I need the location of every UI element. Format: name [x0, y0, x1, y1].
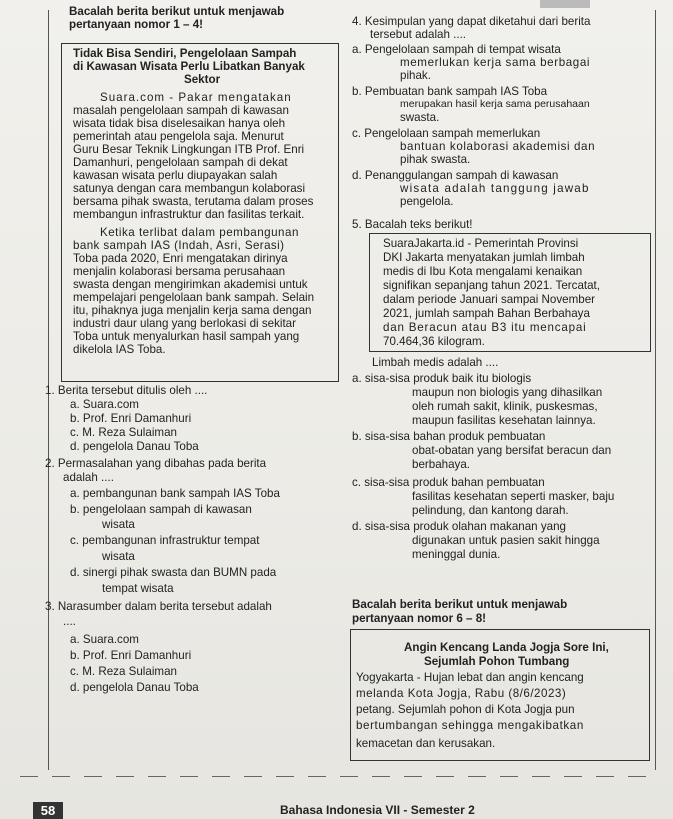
article-1-line-14: Ketika terlibat dalam pembangunan — [100, 226, 299, 239]
cut-line-dash — [404, 776, 422, 777]
article-3-line-3: Yogyakarta - Hujan lebat dan angin kencang — [356, 671, 584, 684]
q3-stem-cont: .... — [63, 615, 76, 628]
left-instruction-line-2: pertanyaan nomor 1 – 4! — [69, 18, 204, 31]
q2-option-b[interactable]: b. pengelolaan sampah di kawasan — [70, 503, 252, 516]
article-3-line-6: bertumbangan sehingga mengakibatkan — [356, 719, 584, 732]
article-2-line-4: signifikan sepanjang tahun 2021. Tercatat, — [383, 279, 601, 292]
q5-stem: Limbah medis adalah .... — [372, 356, 499, 369]
article-1-title-3: Sektor — [184, 73, 221, 86]
cut-line-dash — [596, 776, 614, 777]
article-2-line-3: medis di Ibu Kota mengalami kenaikan — [383, 265, 583, 278]
q5-option-c[interactable]: c. sisa-sisa produk bahan pembuatan — [352, 476, 545, 489]
cut-line-dash — [500, 776, 518, 777]
q2-option-c[interactable]: c. pembangunan infrastruktur tempat — [70, 534, 260, 547]
q5-instruction: 5. Bacalah teks berikut! — [352, 218, 473, 231]
q5-option-d-cont-2: meninggal dunia. — [412, 548, 501, 561]
q3-stem: 3. Narasumber dalam berita tersebut adalah — [45, 600, 272, 613]
q2-stem-cont: adalah .... — [63, 471, 114, 484]
article-3-title-2: Sejumlah Pohon Tumbang — [424, 655, 570, 668]
q5-option-c-cont-1: fasilitas kesehatan seperti masker, baju — [412, 490, 615, 503]
article-1-line-13: membangun infrastruktur dan fasilitas terkait. — [73, 208, 305, 221]
article-1-line-10: kawasan wisata perlu diupayakan salah — [73, 169, 278, 182]
article-2-line-6: 2021, jumlah sampah Bahan Berbahaya — [383, 307, 590, 320]
q3-option-b[interactable]: b. Prof. Enri Damanhuri — [70, 649, 192, 662]
article-1-line-9: Damanhuri, pengelolaan sampah di dekat — [73, 156, 288, 169]
cut-line-dash — [52, 776, 70, 777]
cut-line-dash — [436, 776, 454, 777]
q2-option-d-cont: tempat wisata — [102, 582, 174, 595]
q4-option-c-cont-1: bantuan kolaborasi akademisi dan — [400, 140, 596, 153]
article-2-line-7: dan Beracun atau B3 itu mencapai — [383, 321, 587, 334]
article-1-line-17: menjalin kolaborasi bersama perusahaan — [73, 265, 286, 278]
article-2-line-8: 70.464,36 kilogram. — [383, 335, 485, 348]
article-1-line-19: mempelajari pengelolaan bank sampah. Selain — [73, 291, 315, 304]
q4-stem-cont: tersebut adalah .... — [370, 28, 467, 41]
q5-option-b-cont-2: berbahaya. — [412, 458, 471, 471]
q1-option-b[interactable]: b. Prof. Enri Damanhuri — [70, 412, 192, 425]
q4-option-a-cont-1: memerlukan kerja sama berbagai — [400, 56, 591, 69]
cut-line-dash — [212, 776, 230, 777]
article-3-line-4: melanda Kota Jogja, Rabu (8/6/2023) — [356, 687, 567, 700]
article-1-line-23: dikelola IAS Toba. — [73, 343, 166, 356]
q5-option-a[interactable]: a. sisa-sisa produk baik itu biologis — [352, 372, 532, 385]
cut-line-dash — [276, 776, 294, 777]
q4-option-d-cont-2: pengelola. — [400, 195, 454, 208]
article-1-line-15: bank sampah IAS (Indah, Asri, Serasi) — [73, 239, 285, 252]
q5-option-d[interactable]: d. sisa-sisa produk olahan makanan yang — [352, 520, 566, 533]
cut-line-dash — [372, 776, 390, 777]
cut-line-dash — [532, 776, 550, 777]
cut-line-dash — [116, 776, 134, 777]
cut-line-dash — [84, 776, 102, 777]
cut-line-dash — [468, 776, 486, 777]
article-1-title-1: Tidak Bisa Sendiri, Pengelolaan Sampah — [73, 47, 297, 60]
article-1-line-12: bersama pihak swasta, terutama dalam proses — [73, 195, 314, 208]
article-3-title-1: Angin Kencang Landa Jogja Sore Ini, — [404, 641, 609, 654]
article-3-line-7: kemacetan dan kerusakan. — [356, 737, 496, 750]
right-margin-bar — [655, 10, 656, 770]
q2-option-a[interactable]: a. pembangunan bank sampah IAS Toba — [70, 487, 280, 500]
q5-option-a-cont-1: maupun non biologis yang dihasilkan — [412, 386, 603, 399]
cut-line-dash — [564, 776, 582, 777]
book-title: Bahasa Indonesia VII - Semester 2 — [280, 803, 475, 817]
q3-option-c[interactable]: c. M. Reza Sulaiman — [70, 665, 177, 678]
q4-stem: 4. Kesimpulan yang dapat diketahui dari berita — [352, 15, 591, 28]
q4-option-a-cont-2: pihak. — [400, 69, 431, 82]
article-1-line-18: swasta dengan mengirimkan akademisi untuk — [73, 278, 308, 291]
page-number: 58 — [33, 802, 63, 819]
article-1-line-8: Guru Besar Teknik Lingkungan ITB Prof. Enri — [73, 143, 305, 156]
article-1-line-20: itu, pihaknya juga menjalin kerja sama dengan — [73, 304, 312, 317]
q1-option-d[interactable]: d. pengelola Danau Toba — [70, 440, 199, 453]
q4-option-b-cont-2: swasta. — [400, 111, 440, 124]
article-3-line-5: petang. Sejumlah pohon di Kota Jogja pun — [356, 703, 575, 716]
article-1-title-2: di Kawasan Wisata Perlu Libatkan Banyak — [73, 60, 305, 73]
q4-option-c[interactable]: c. Pengelolaan sampah memerlukan — [352, 127, 541, 140]
q4-option-b[interactable]: b. Pembuatan bank sampah IAS Toba — [352, 85, 548, 98]
q1-option-c[interactable]: c. M. Reza Sulaiman — [70, 426, 177, 439]
q5-option-b-cont-1: obat-obatan yang bersifat beracun dan — [412, 444, 612, 457]
q4-option-d-cont-1: wisata adalah tanggung jawab — [400, 182, 590, 195]
article-1-line-21: industri daur ulang yang berlokasi di sekitar — [73, 317, 296, 330]
cut-line-dash — [148, 776, 166, 777]
q1-stem: 1. Berita tersebut ditulis oleh .... — [45, 384, 208, 397]
q5-option-a-cont-3: maupun fasilitas kesehatan lainnya. — [412, 414, 596, 427]
cut-line-dash — [244, 776, 262, 777]
article-1-line-7: pemerintah atau pengelola saja. Menurut — [73, 130, 284, 143]
q3-option-a[interactable]: a. Suara.com — [70, 633, 139, 646]
cut-line-dash — [308, 776, 326, 777]
q5-option-d-cont-1: digunakan untuk pasien sakit hingga — [412, 534, 600, 547]
article-2-line-5: dalam periode Januari sampai November — [383, 293, 596, 306]
cut-line-dash — [340, 776, 358, 777]
q5-option-c-cont-2: pelindung, dan kantong darah. — [412, 504, 569, 517]
right-instruction-line-2: pertanyaan nomor 6 – 8! — [352, 612, 487, 625]
q2-option-d[interactable]: d. sinergi pihak swasta dan BUMN pada — [70, 566, 277, 579]
article-2-line-1: SuaraJakarta.id - Pemerintah Provinsi — [383, 237, 579, 250]
article-2-line-2: DKI Jakarta menyatakan jumlah limbah — [383, 251, 585, 264]
q3-option-d[interactable]: d. pengelola Danau Toba — [70, 681, 199, 694]
q4-option-c-cont-2: pihak swasta. — [400, 153, 471, 166]
q4-option-b-cont-1: merupakan hasil kerja sama perusahaan — [400, 98, 590, 110]
right-instruction-line-1: Bacalah berita berikut untuk menjawab — [352, 598, 568, 611]
q2-option-b-cont: wisata — [102, 518, 135, 531]
q1-option-a[interactable]: a. Suara.com — [70, 398, 139, 411]
cut-line-dash — [180, 776, 198, 777]
article-1-line-22: Toba untuk menyalurkan hasil sampah yang — [73, 330, 300, 343]
article-1-line-4: Suara.com - Pakar mengatakan — [100, 91, 292, 104]
q2-stem: 2. Permasalahan yang dibahas pada berita — [45, 457, 267, 470]
article-1-line-6: wisata tidak bisa diselesaikan hanya oleh — [73, 117, 286, 130]
q4-option-d[interactable]: d. Penanggulangan sampah di kawasan — [352, 169, 559, 182]
q5-option-b[interactable]: b. sisa-sisa bahan produk pembuatan — [352, 430, 546, 443]
q2-option-c-cont: wisata — [102, 550, 135, 563]
article-1-line-16: Toba pada 2020, Enri mengatakan dirinya — [73, 252, 288, 265]
cut-line-dash — [20, 776, 38, 777]
cut-line-dash — [628, 776, 646, 777]
q5-option-a-cont-2: oleh rumah sakit, klinik, puskesmas, — [412, 400, 598, 413]
article-1-line-5: masalah pengelolaan sampah di kawasan — [73, 104, 289, 117]
left-instruction-line-1: Bacalah berita berikut untuk menjawab — [69, 5, 285, 18]
q4-option-a[interactable]: a. Pengelolaan sampah di tempat wisata — [352, 43, 561, 56]
top-stamp — [540, 0, 590, 8]
article-1-line-11: satunya dengan cara membangun kolaborasi — [73, 182, 306, 195]
